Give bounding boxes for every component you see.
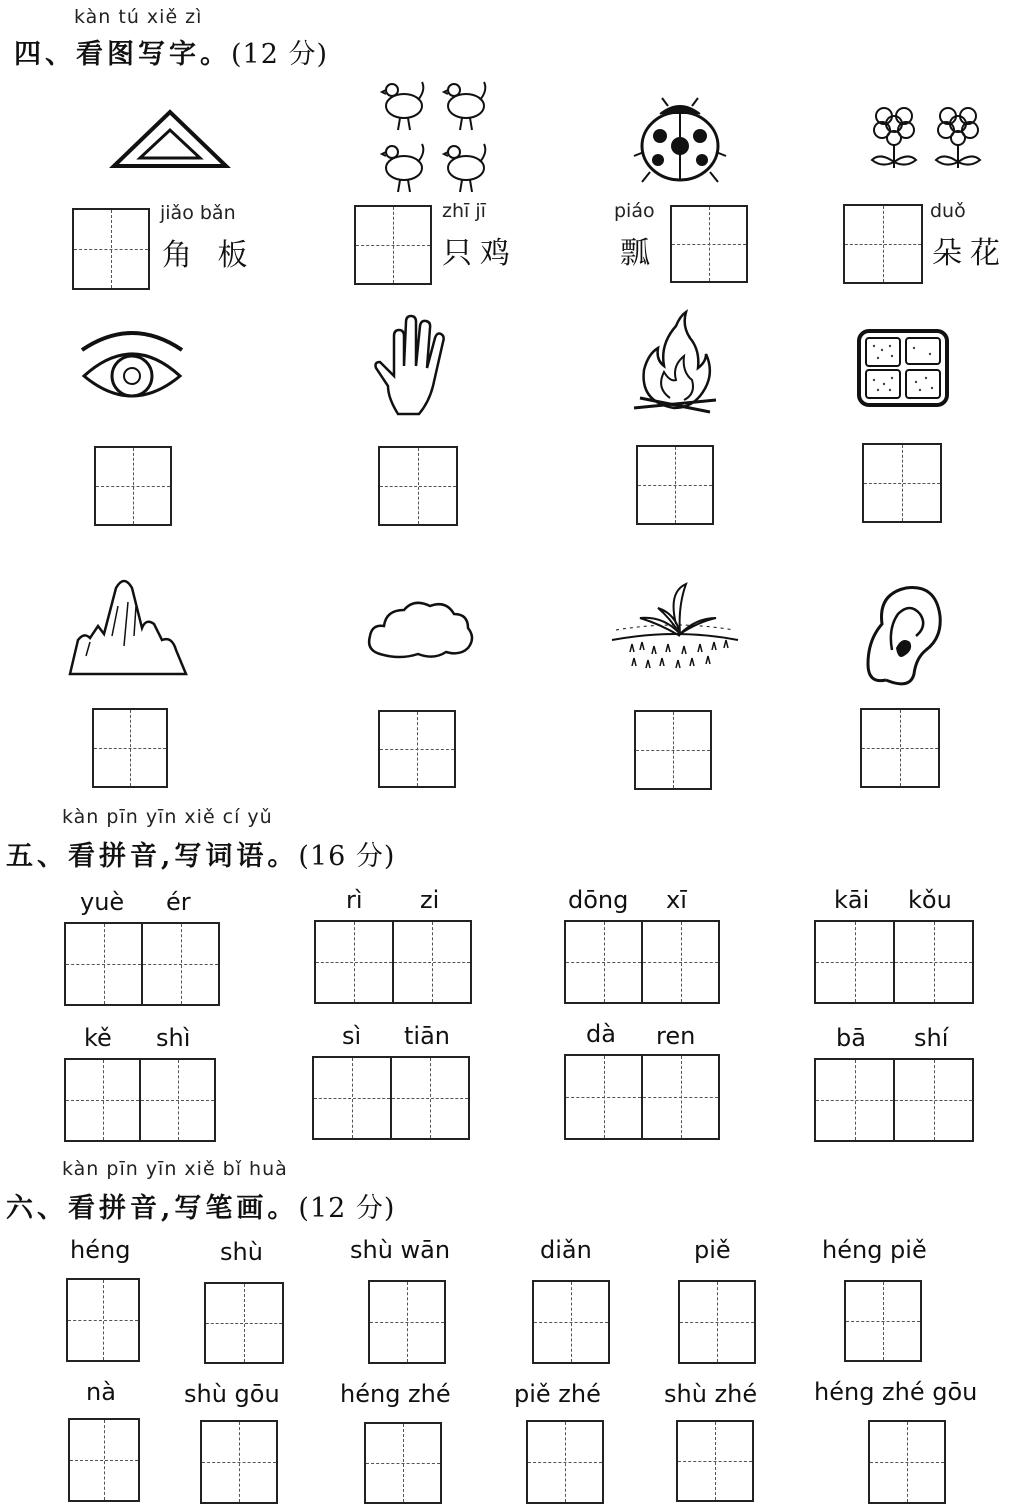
- flowers-icon: [862, 104, 990, 172]
- fire-icon: [630, 312, 720, 420]
- writing-grid[interactable]: [634, 710, 712, 790]
- stroke-pinyin: nà: [86, 1378, 116, 1406]
- section6-title-text: 六、看拼音,写笔画。: [6, 1193, 299, 1224]
- field-icon: [856, 328, 950, 410]
- section6-pinyin: kàn pīn yīn xiě bǐ huà: [62, 1158, 288, 1180]
- stroke-grid[interactable]: [676, 1420, 754, 1502]
- word-pinyin: shì: [156, 1024, 191, 1052]
- writing-grid[interactable]: [636, 445, 714, 525]
- triangle-ruler-icon: [110, 108, 230, 170]
- section5-title-text: 五、看拼音,写词语。: [6, 841, 299, 872]
- word-grid[interactable]: [314, 920, 472, 1004]
- word-pinyin: kāi: [834, 886, 870, 914]
- stroke-pinyin: héng zhé: [340, 1380, 451, 1408]
- writing-grid[interactable]: [378, 710, 456, 788]
- stroke-grid[interactable]: [868, 1420, 946, 1504]
- stroke-grid[interactable]: [68, 1418, 140, 1502]
- section5-score: (16 分): [298, 841, 396, 872]
- writing-grid[interactable]: [378, 446, 458, 526]
- stroke-grid[interactable]: [204, 1282, 284, 1364]
- item-pinyin: piáo: [614, 200, 655, 222]
- word-pinyin: bā: [836, 1024, 866, 1052]
- stroke-grid[interactable]: [200, 1420, 278, 1504]
- item-pinyin: jiǎo bǎn: [160, 202, 236, 224]
- stroke-grid[interactable]: [364, 1422, 442, 1504]
- writing-grid[interactable]: [354, 205, 432, 285]
- stroke-grid[interactable]: [844, 1280, 922, 1362]
- stroke-grid[interactable]: [66, 1278, 140, 1362]
- word-pinyin: sì: [342, 1022, 362, 1050]
- writing-grid[interactable]: [860, 708, 940, 788]
- stroke-pinyin: shù: [220, 1238, 263, 1266]
- writing-grid[interactable]: [94, 446, 172, 526]
- section4-title-text: 四、看图写字。: [14, 39, 231, 70]
- section6-title: [6, 1186, 395, 1225]
- writing-grid[interactable]: [843, 204, 923, 284]
- stroke-pinyin: shù zhé: [664, 1380, 758, 1408]
- chickens-icon: [378, 78, 496, 198]
- item-chars: 角 板: [162, 238, 256, 273]
- word-pinyin: zi: [420, 886, 440, 914]
- item-pinyin: duǒ: [930, 200, 966, 222]
- stroke-pinyin: héng piě: [822, 1236, 927, 1264]
- stroke-grid[interactable]: [532, 1280, 610, 1364]
- word-grid[interactable]: [564, 920, 720, 1004]
- section5-pinyin: kàn pīn yīn xiě cí yǔ: [62, 806, 273, 828]
- word-grid[interactable]: [312, 1056, 470, 1140]
- word-pinyin: yuè: [80, 888, 125, 916]
- stroke-pinyin: piě: [694, 1236, 731, 1264]
- ear-icon: [866, 584, 944, 690]
- word-grid[interactable]: [64, 922, 220, 1006]
- hand-icon: [374, 318, 460, 418]
- word-pinyin: rì: [346, 886, 363, 914]
- item-chars: 瓢: [620, 236, 658, 271]
- word-grid[interactable]: [814, 1058, 974, 1142]
- ladybug-icon: [632, 96, 728, 186]
- stroke-grid[interactable]: [678, 1280, 756, 1364]
- writing-grid[interactable]: [72, 208, 150, 290]
- word-pinyin: xī: [666, 886, 687, 914]
- eye-icon: [78, 320, 186, 412]
- word-pinyin: dà: [586, 1020, 616, 1048]
- stroke-pinyin: héng zhé gōu: [814, 1378, 978, 1406]
- word-grid[interactable]: [564, 1054, 720, 1140]
- stroke-pinyin: shù gōu: [184, 1380, 280, 1408]
- word-pinyin: tiān: [404, 1022, 450, 1050]
- stroke-pinyin: diǎn: [540, 1236, 592, 1264]
- item-chars: 只鸡: [442, 236, 518, 271]
- stroke-pinyin: héng: [70, 1236, 131, 1264]
- stroke-pinyin: shù wān: [350, 1236, 451, 1264]
- cloud-icon: [366, 598, 474, 660]
- word-pinyin: ér: [166, 888, 191, 916]
- section5-title: [6, 834, 395, 873]
- word-pinyin: ren: [656, 1022, 696, 1050]
- word-pinyin: dōng: [568, 886, 629, 914]
- word-pinyin: kǒu: [908, 886, 952, 914]
- writing-grid[interactable]: [862, 443, 942, 523]
- item-chars: 朵花: [932, 236, 1008, 271]
- word-pinyin: kě: [84, 1024, 112, 1052]
- item-pinyin: zhī jī: [442, 200, 486, 222]
- section4-pinyin: kàn tú xiě zì: [74, 6, 203, 28]
- stroke-pinyin: piě zhé: [514, 1380, 601, 1408]
- seedling-icon: [610, 580, 738, 672]
- stroke-grid[interactable]: [368, 1280, 446, 1364]
- section4-title: [14, 32, 328, 71]
- mountain-icon: [68, 576, 192, 678]
- writing-grid[interactable]: [670, 205, 748, 283]
- word-pinyin: shí: [914, 1024, 949, 1052]
- stroke-grid[interactable]: [526, 1420, 604, 1504]
- word-grid[interactable]: [814, 920, 974, 1004]
- word-grid[interactable]: [64, 1058, 216, 1142]
- section6-score: (12 分): [298, 1193, 396, 1224]
- section4-score: (12 分): [231, 39, 329, 70]
- writing-grid[interactable]: [92, 708, 168, 788]
